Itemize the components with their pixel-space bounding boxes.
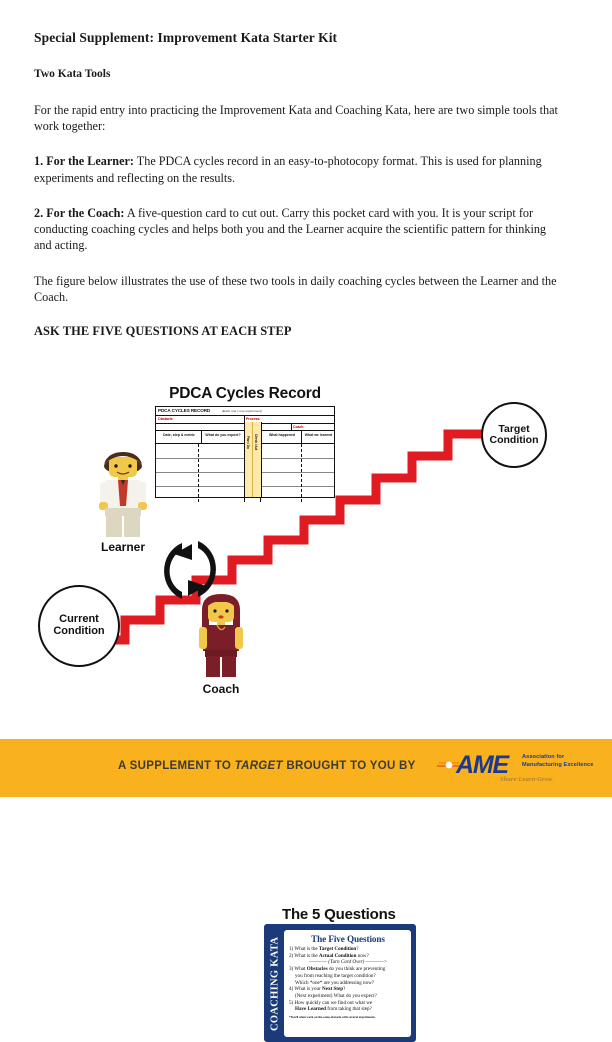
page-title: Special Supplement: Improvement Kata Starter Kit xyxy=(34,30,338,45)
footer-text xyxy=(118,760,416,772)
card-question-3b: you from reaching the target condition? xyxy=(295,972,376,979)
pdca-col-3-header: What happened xyxy=(268,433,296,437)
pdca-col-4-header: What we learned xyxy=(304,433,333,437)
pdca-field-obstacle: Obstacle: xyxy=(158,417,174,421)
card-title: The Five Questions xyxy=(311,934,385,944)
card-footnote: *You'll often work on the same obstacle with several experiments. xyxy=(289,1015,376,1020)
coach-paragraph xyxy=(34,205,562,254)
intro-paragraph: For the rapid entry into practicing the Improvement Kata and Coaching Kata, here are two simple tools that work together: xyxy=(34,103,558,134)
learner-figure-label: Learner xyxy=(100,540,146,554)
learner-paragraph xyxy=(34,153,562,185)
pdca-cycles-record xyxy=(155,385,335,498)
card-question-1: 1) What is the Target Condition? xyxy=(289,946,359,952)
ame-motto: Share·Learn·Grow xyxy=(500,776,553,783)
footer-text-target: TARGET xyxy=(234,760,283,772)
target-condition-circle: Target Condition xyxy=(481,402,547,468)
card-question-4a: 4) What is your Next Step? xyxy=(289,986,346,993)
five-questions-heading: The 5 Questions xyxy=(282,906,396,923)
card-turn-over-note: ———— (Turn Card Over) ————> xyxy=(308,959,388,966)
pdca-table xyxy=(155,406,335,498)
card-question-5b: Have Learned from taking that step? xyxy=(295,1006,372,1013)
coach-figure-label: Coach xyxy=(202,682,240,696)
card-inner xyxy=(284,930,411,1037)
pdca-field-process: Process: xyxy=(246,417,261,421)
card-question-4b: (Next experiment) What do you expect? xyxy=(295,993,377,1000)
pdca-heading: PDCA Cycles Record xyxy=(169,385,321,402)
pdca-col-2-header: What do you expect? xyxy=(205,433,241,437)
pdca-table-title-note: (Each row = one experiment) xyxy=(222,409,262,413)
coach-text: A five-question card to cut out. Carry this pocket card with you. It is your script for conducting coaching cycles and helps both you and the Learner acquire the scientific pattern for thinking and acting. xyxy=(34,205,547,253)
card-question-2: 2) What is the Actual Condition now? xyxy=(289,952,369,959)
ask-five-questions-heading: ASK THE FIVE QUESTIONS AT EACH STEP xyxy=(34,323,292,338)
coaching-kata-card xyxy=(264,924,416,1042)
document-body xyxy=(34,30,562,339)
pdca-band-label-1: Plan / Do xyxy=(246,436,250,449)
pdca-table-title-row xyxy=(156,407,334,416)
card-question-list xyxy=(289,946,407,1013)
section-subtitle: Two Kata Tools xyxy=(34,68,111,80)
card-question-3c: Which *one* are you addressing now? xyxy=(295,979,375,986)
pdca-table-title: PDCA CYCLES RECORD xyxy=(158,408,211,413)
coaching-cycle-arrows-icon xyxy=(152,534,228,606)
learner-minifigure xyxy=(90,444,156,540)
pdca-field-coach: Coach: xyxy=(293,425,305,429)
pdca-band-label-2: Check / Act xyxy=(254,434,258,451)
ame-logo xyxy=(436,749,596,789)
current-condition-circle: Current Condition xyxy=(38,585,120,667)
pdca-col-1-header: Date, step & metric xyxy=(163,433,195,437)
ame-tagline: Association for Manufacturing Excellence xyxy=(522,754,594,769)
footer-text-after: BROUGHT TO YOU BY xyxy=(282,760,416,772)
figure-note-paragraph: The figure below illustrates the use of these two tools in daily coaching cycles between the Learner and the Coach. xyxy=(34,273,557,304)
card-question-3a: 3) What Obstacles do you think are preventing xyxy=(289,966,386,973)
footer-text-before: A SUPPLEMENT TO xyxy=(118,760,235,772)
coach-label: 2. For the Coach: xyxy=(34,205,125,220)
ame-wordmark: AME xyxy=(456,751,508,779)
learner-label: 1. For the Learner: xyxy=(34,154,134,169)
card-spine-label: COACHING KATA xyxy=(269,936,281,1031)
learner-text: The PDCA cycles record in an easy-to-photocopy format. This is used for planning experiments and reflecting on the results. xyxy=(34,154,542,185)
card-question-5a: 5) How quickly can we find out what we xyxy=(289,999,373,1006)
pdca-plan-do-band xyxy=(244,422,262,497)
footer-banner xyxy=(0,739,612,797)
